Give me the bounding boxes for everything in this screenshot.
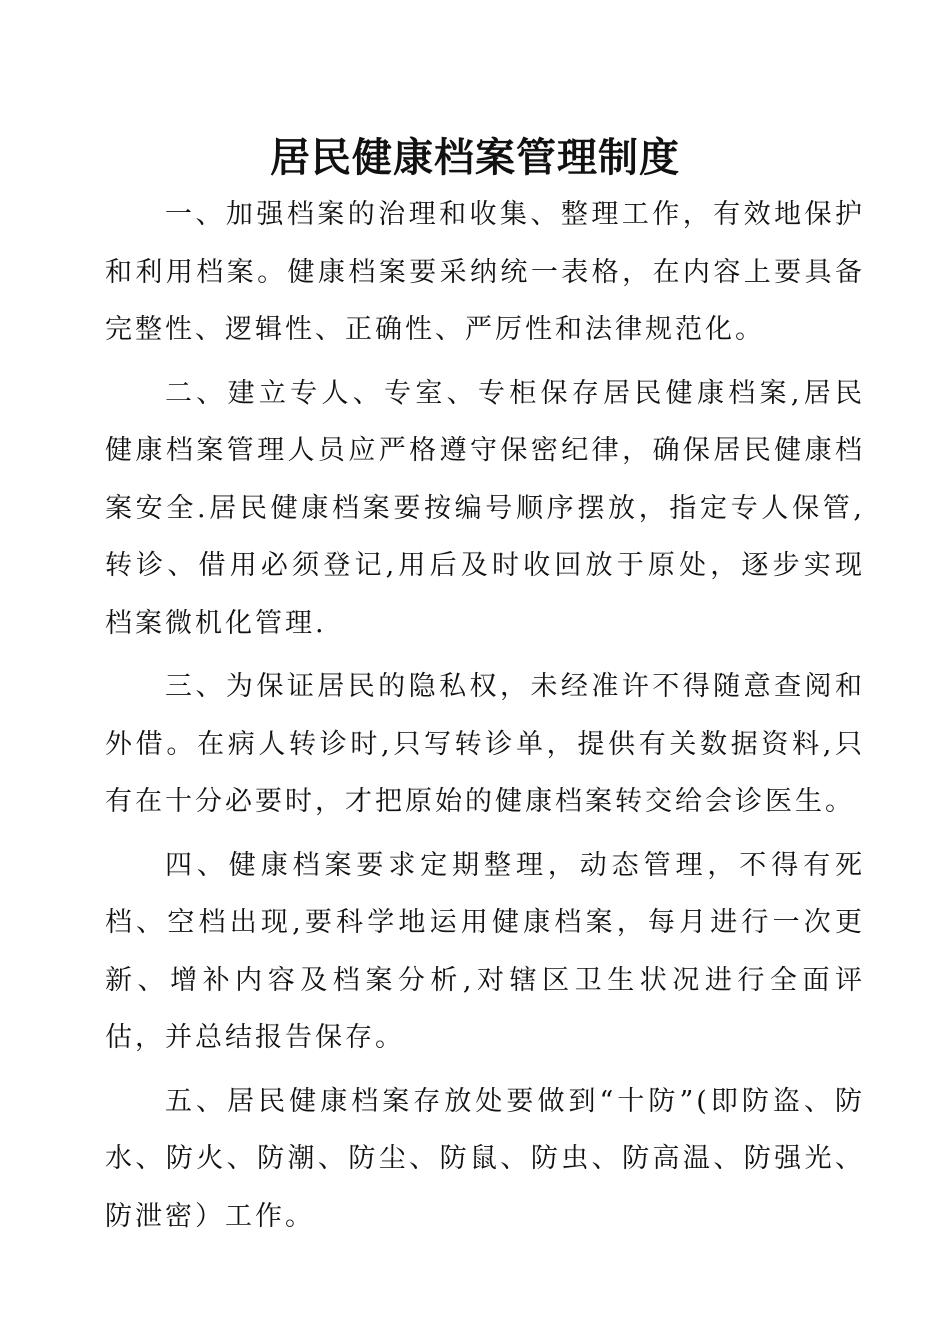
paragraph-3: 三、为保证居民的隐私权，未经准许不得随意查阅和外借。在病人转诊时,只写转诊单，提供有关数据资料,只有在十分必要时，才把原始的健康档案转交给会诊医生。	[105, 671, 865, 817]
document-body	[105, 186, 865, 1251]
paragraph-1: 一、加强档案的治理和收集、整理工作，有效地保护和利用档案。健康档案要采纳统一表格，在内容上要具备完整性、逻辑性、正确性、严厉性和法律规范化。	[105, 199, 865, 345]
paragraph-4: 四、健康档案要求定期整理，动态管理，不得有死档、空档出现,要科学地运用健康档案，每月进行一次更新、增补内容及档案分析,对辖区卫生状况进行全面评估，并总结报告保存。	[105, 849, 865, 1053]
paragraph-5: 五、居民健康档案存放处要做到“十防”(即防盗、防水、防火、防潮、防尘、防鼠、防虫、防高温、防强光、防泄密）工作。	[105, 1085, 865, 1232]
paragraph-2: 二、建立专人、专室、专柜保存居民健康档案,居民健康档案管理人员应严格遵守保密纪律，确保居民健康档案安全.居民健康档案要按编号顺序摆放，指定专人保管,转诊、借用必须登记,用后及时收回放于原处，逐步实现档案微机化管理.	[105, 377, 865, 639]
document-title: 居民健康档案管理制度	[270, 134, 680, 181]
